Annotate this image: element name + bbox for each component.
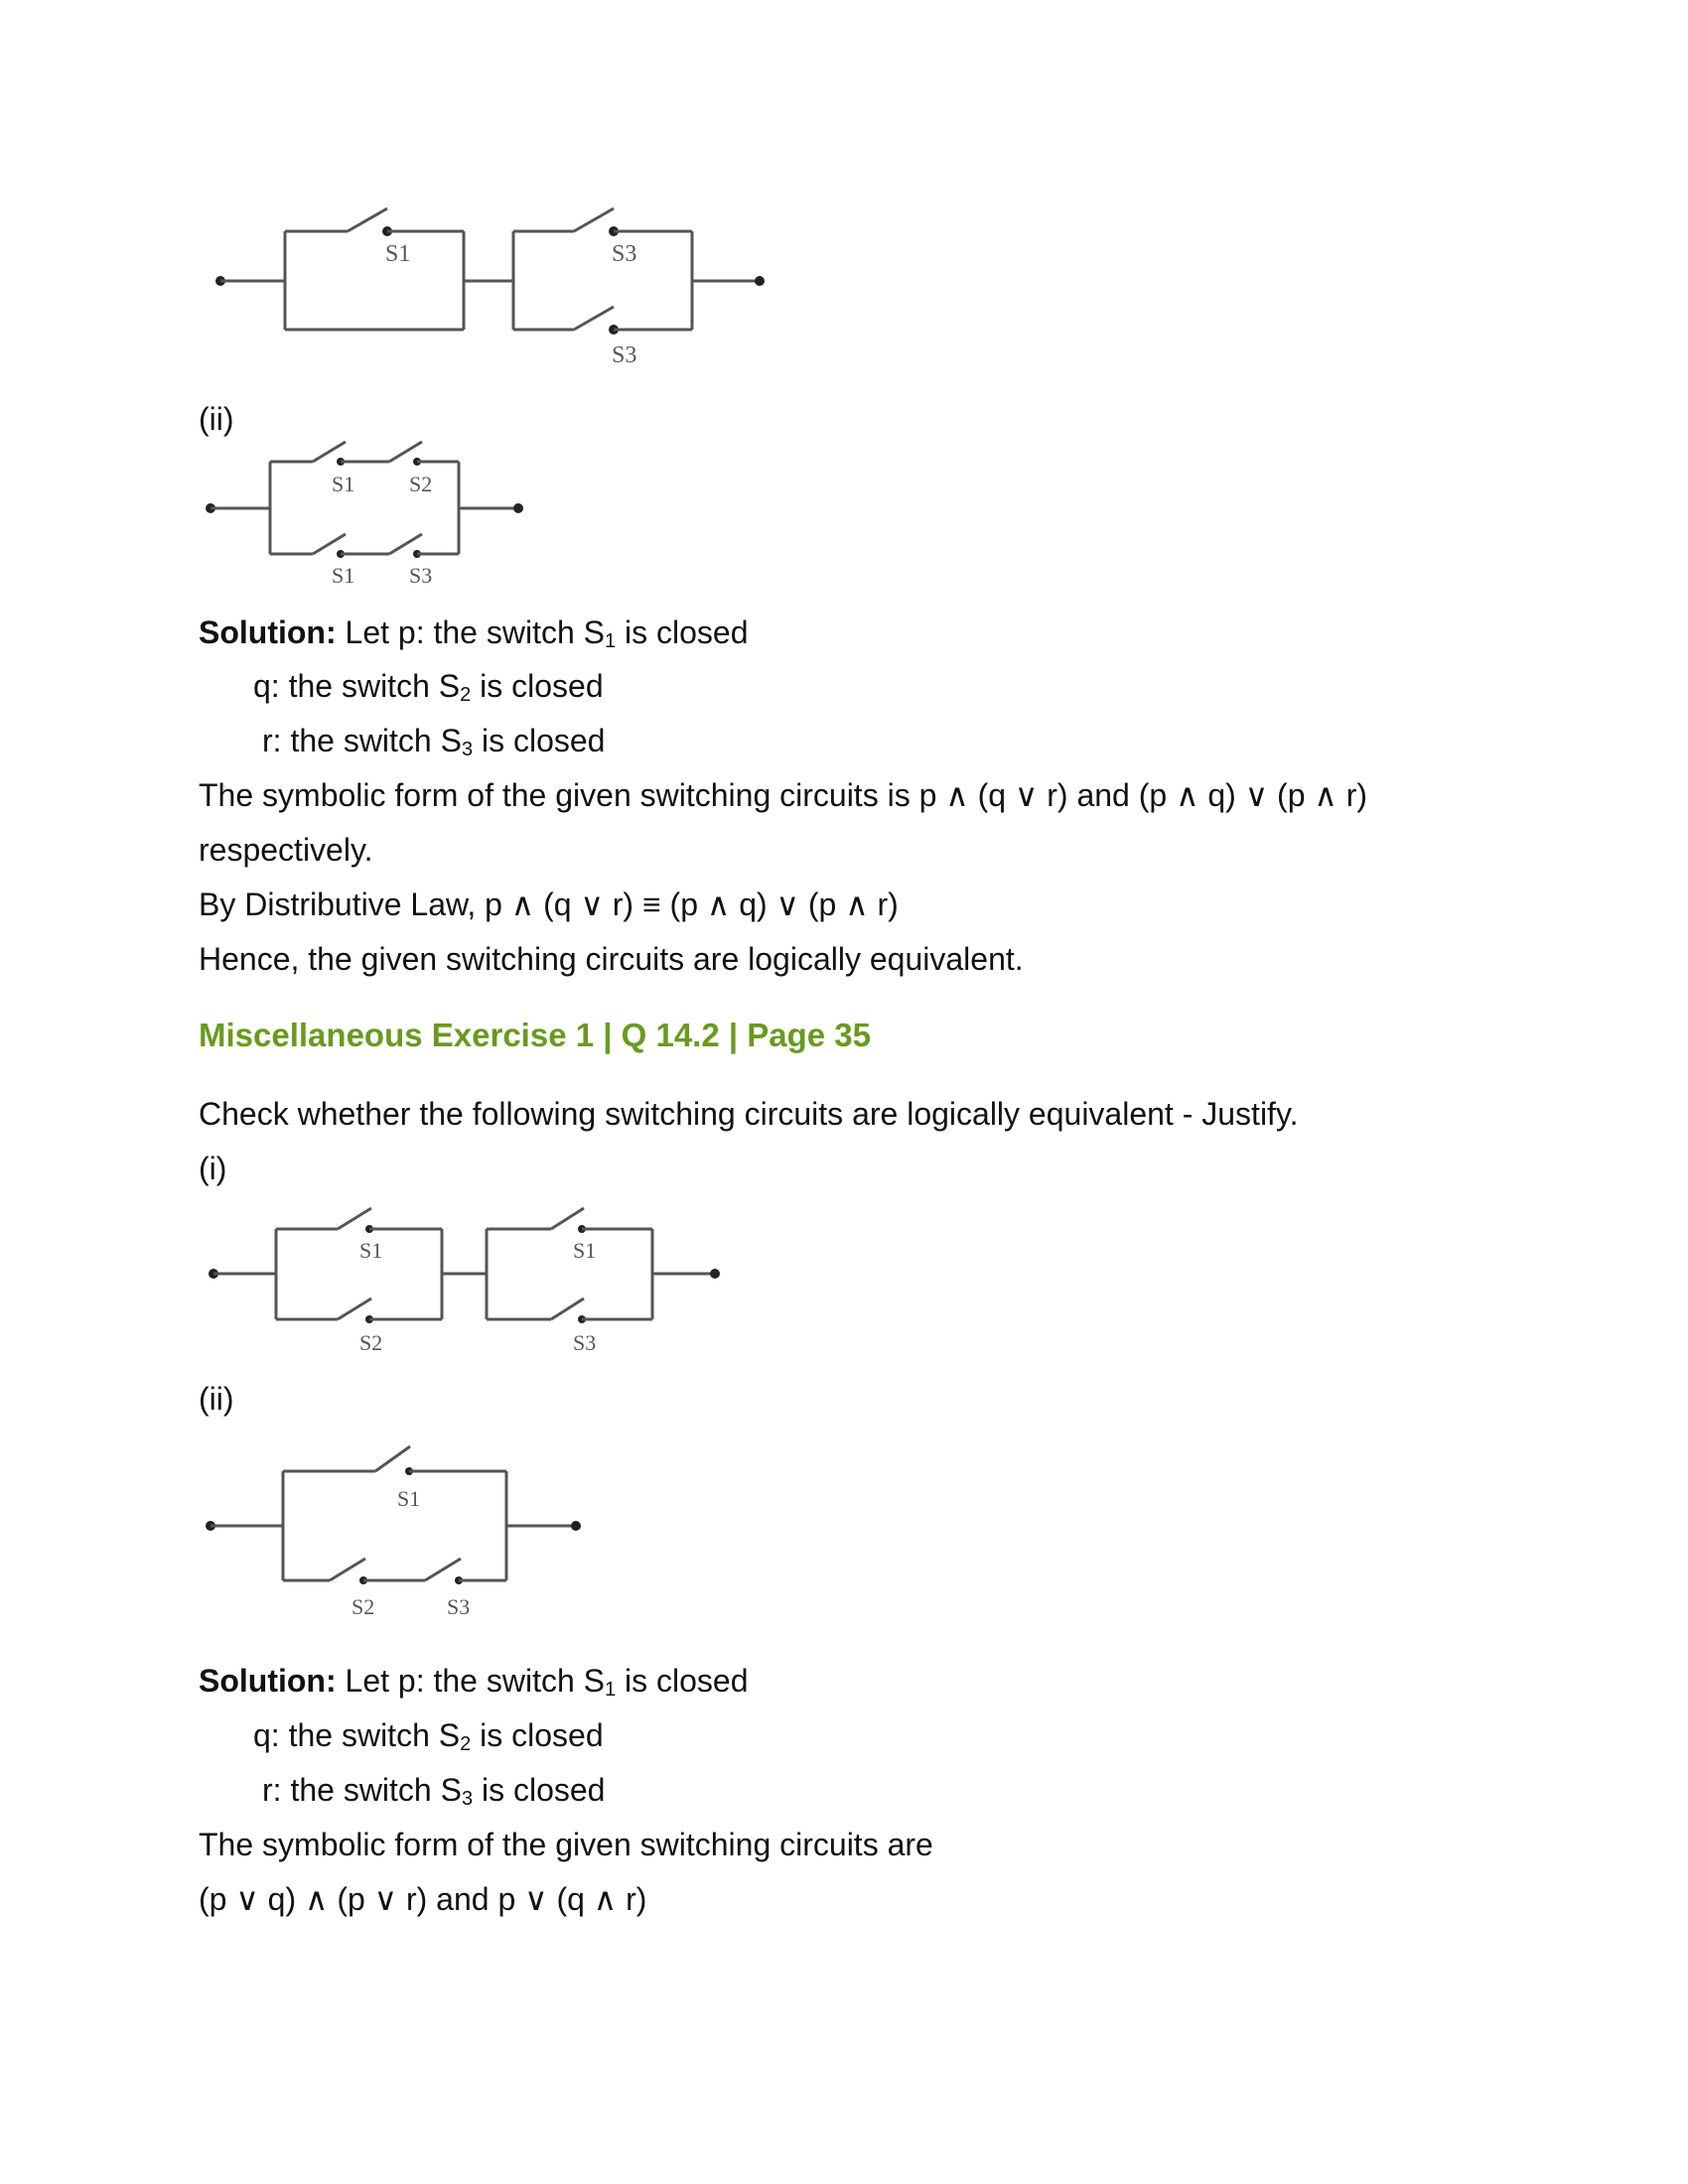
switch-label-s3: S3 — [612, 241, 637, 267]
switch-label-s2: S2 — [409, 472, 433, 496]
solution-line-p: Solution: Let p: the switch $S_1$ is closed — [199, 1663, 749, 1701]
solution-line-r: r: the switch $S_3$ is closed — [262, 1772, 606, 1810]
solution-line-q: q: the switch $S_2$ is closed — [253, 1717, 604, 1755]
switch-label-s1: S1 — [397, 1486, 421, 1511]
solution-distributive-law: By Distributive Law, p ∧ (q ∨ r) ≡ (p ∧ q) ∨ (p ∧ r) — [199, 887, 899, 922]
question-text: Check whether the following switching circuits are logically equivalent - Justify. — [199, 1096, 1299, 1132]
switch-label-s3: S3 — [447, 1594, 471, 1619]
circuit-diagram-parallel-with-series — [199, 1430, 616, 1628]
switch-label-s1: S1 — [332, 472, 355, 496]
switch-label-s3: S3 — [573, 1330, 597, 1355]
switch-label-s3: S3 — [409, 563, 433, 588]
switch-blade — [348, 208, 387, 231]
switch-label-s2: S2 — [352, 1594, 375, 1619]
solution-symbolic-form: The symbolic form of the given switching circuits are — [199, 1827, 933, 1862]
solution-text: respectively. — [199, 832, 373, 868]
switch-label-s1: S1 — [359, 1238, 383, 1263]
solution-expressions: (p ∨ q) ∧ (p ∨ r) and p ∨ (q ∧ r) — [199, 1881, 647, 1917]
solution-symbolic-form: The symbolic form of the given switching circuits is p ∧ (q ∨ r) and (p ∧ q) ∨ (p ∧ r) — [199, 777, 1367, 813]
switch-label-s1: S1 — [573, 1238, 597, 1263]
solution-conclusion: Hence, the given switching circuits are logically equivalent. — [199, 941, 1024, 977]
switch-label-s1: S1 — [332, 563, 355, 588]
solution-line-r: r: the switch $S_3$ is closed — [262, 723, 606, 760]
circuit-diagram-parallel-series — [199, 437, 556, 596]
figure-label-ii: (ii) — [199, 401, 234, 437]
circuit-diagram-series-parallel — [199, 194, 794, 382]
figure-label-i: (i) — [199, 1151, 227, 1186]
figure-label-ii: (ii) — [199, 1381, 234, 1417]
solution-line-q: q: the switch $S_2$ is closed — [253, 668, 604, 706]
switch-label-s3: S3 — [612, 342, 637, 368]
solution-line-p: Solution: Let p: the switch $S_1$ is closed — [199, 614, 749, 652]
exercise-heading[interactable]: Miscellaneous Exercise 1 | Q 14.2 | Page 35 — [199, 1017, 872, 1053]
circuit-diagram-two-parallel-blocks — [199, 1196, 735, 1370]
switch-label-s2: S2 — [359, 1330, 383, 1355]
switch-label-s1: S1 — [385, 241, 411, 267]
